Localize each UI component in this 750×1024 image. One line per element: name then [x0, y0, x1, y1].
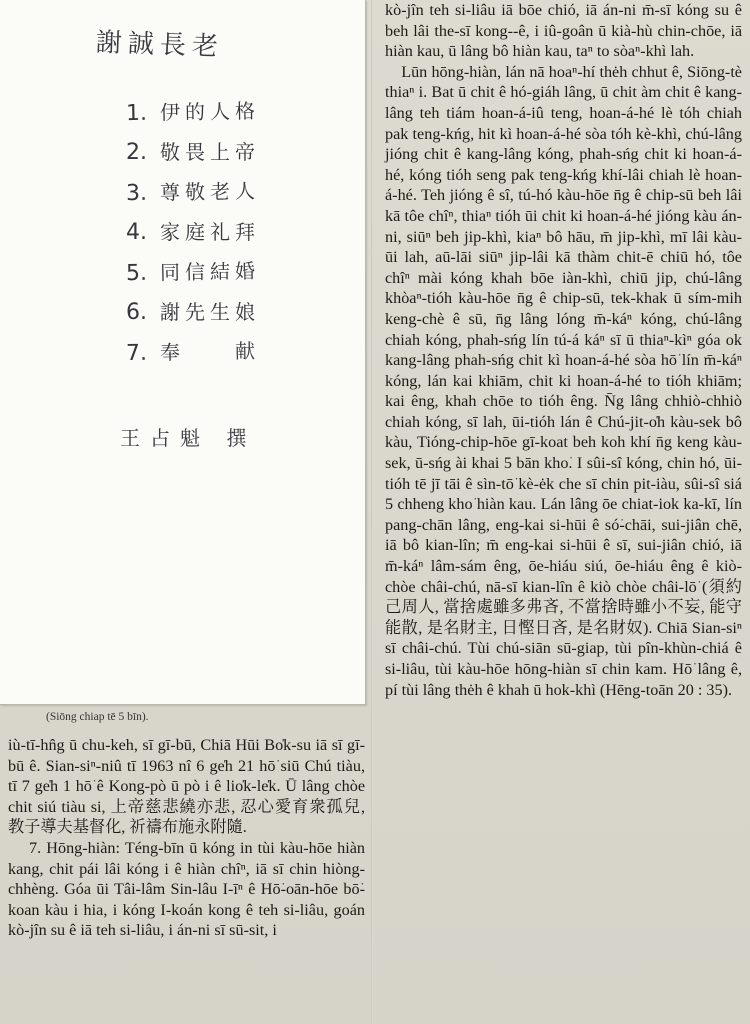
- outline-item: 5. 同信結婚: [125, 258, 261, 287]
- continuation-caption: (Siōng chiap tē 5 bīn).: [46, 711, 149, 723]
- article-column-right: [385, 0, 742, 700]
- outline-item: 7. 奉 献: [125, 338, 261, 367]
- outline-item: 3. 尊敬老人: [125, 178, 261, 207]
- note-outline-list: [126, 92, 260, 372]
- article-column-left: [8, 735, 365, 941]
- page-fold: [371, 0, 373, 1024]
- note-title: 謝誠長老: [95, 27, 225, 63]
- paragraph: iù-tī-hn̂g ū chu-keh, sī gī-bū, Chiā Hūi Bo̍k-su iā sī gī-bū ê. Sian-siⁿ-niû tī 1963 nî 6 ge̍h 21 hō͘ siū Chú tiàu, tī 7 ge̍h 1 hō͘ ê Kong-pò ū pò i ê lio̍k-le̍k. Ū lâng chòe chit siú tiàu si, 上帝慈悲繞亦悲, 忍心愛育衆孤兒, 教子導夫基督化, 祈禱布施永附隨.: [8, 736, 365, 837]
- paragraph: Lūn hōng-hiàn, lán nā hoaⁿ-hí thėh chhut ê, Siōng-tè thiaⁿ i. Bat ū chit ê hó-giáh lâng, ū chit àm chit ê kang-lâng teh tiám hoan-á-iû teng, hoan-á-hé lè tóh chiah pak teng-kńg, hit kì hoan-á-hé sòa tóh kè-khì, chú-lâng jióng chit ê kang-lâng kóng, phah-sńg chit ki hoan-á-hé, kóng tióh seng pak teng-kńg khí-lâi chiah lè hoan-á-hé. Teh jióng ê sî, tú-hó kàu-hōe n̄g ê chip-sū beh lâi kā tôe chîⁿ, thiaⁿ tióh ūi chit ki hoan-á-hé jióng kàu án-ni, siūⁿ beh jip-khì, kiaⁿ bô hāu, m̄ jip-khì, mī lâi kàu-ūi lah, aū-lāi siūⁿ jip-lâi kā thàm chit-ē chiū hó, tôe chîⁿ mài kóng khah bōe iàn-khì, chiū jip, chú-lâng khòaⁿ-tióh kàu-hōe n̄g ê chip-sū, tek-khak ū sím-mih keng-chè ê sū, n̄g lâng lóng m̄-káⁿ kóng, chú-lâng chiah kóng, phah-sńg lín tú-á káⁿ sī ū thiaⁿ-kìⁿ góa ok kang-lâng phah-sńg chit kì hoan-á-hé sòa hō͘ lín m̄-káⁿ kóng, lán kai khiām, chit ki hoan-á-hé to tióh khiām; kai êng, khah chōe to tióh êng. N̄g lâng chhiò-chhiò chiah kóng, sī lah, ūi-tióh lán ê Chú-jit-o̍h kàu-sek bô kàu, Tióng-chip-hōe gī-koat beh koh khí n̄g keng kàu-sek, ū-sńg ài khai 5 bān kho͘. I sûi-sî kóng, chin hó, ūi-tióh tē jī tāi ê sìn-tō͘ kè-ėk che sī chin pit-iàu, sûi-sî siá 5 chheng kho͘ hiàn kau. Lán lâng ōe chiat-iok ka-kī, lín pang-chān lâng, eng-kai si-hūi ê só͘-chāi, sui-jiân chē, iā bô kian-lîn; m̄ eng-kai si-hūi ê sī, sui-jiân chió, iā m̄-káⁿ lâm-sám êng, ōe-hiáu siú, ōe-hiáu êng ê kiò-chòe châi-chú, nā-sī kian-lîn ê kiò chòe châi-lō͘ (須約己周人, 當捨處雖多弗吝, 不當捨時雖小不妄, 能守能散, 是名財主, 日慳日吝, 是名財奴). Chiā Sian-siⁿ sī châi-chú. Tùi chú-siān sū-giap, tùi pîn-khùn-chiá ê si-liâu, tùi kàu-hōe hōng-hiàn sī chin kam. Hō͘ lâng ê, pí tùi lâng thėh ê khah ū hok-khì (Hēng-toān 20 : 35).: [385, 62, 742, 699]
- paragraph: 7. Hōng-hiàn: Téng-bīn ū kóng in tùi kàu-hōe hiàn kang, chit pái lâi kóng i ê hiàn chîⁿ, iā sī chin hiòng-chhèng. Góa ūi Tâi-lâm Sin-lâu I-īⁿ ê Hō͘-oān-hōe bō͘-koan kàu i hia, i kóng I-koán kong ê teh si-liâu, goán kò-jîn su ê iā teh si-liâu, i án-ni sī sū-sit, i: [8, 838, 365, 940]
- outline-item: 6. 謝先生娘: [126, 300, 260, 325]
- paragraph: kò-jîn teh si-liâu iā bōe chió, iā án-ni m̄-sī kóng su ê beh lâi the-sī kong--ê, i iû-goân ū kià-hù chin-chōe, iā hiàn kau, ū lâng bô hiàn kau, taⁿ to sòaⁿ-khì lah.: [385, 1, 742, 61]
- outline-item: 1. 伊的人格: [125, 98, 261, 127]
- note-signature: 王占魁 撰: [120, 426, 257, 450]
- handwritten-note: [0, 0, 366, 705]
- outline-item: 2. 敬畏上帝: [126, 140, 260, 165]
- outline-item: 4. 家庭礼拜: [126, 220, 260, 245]
